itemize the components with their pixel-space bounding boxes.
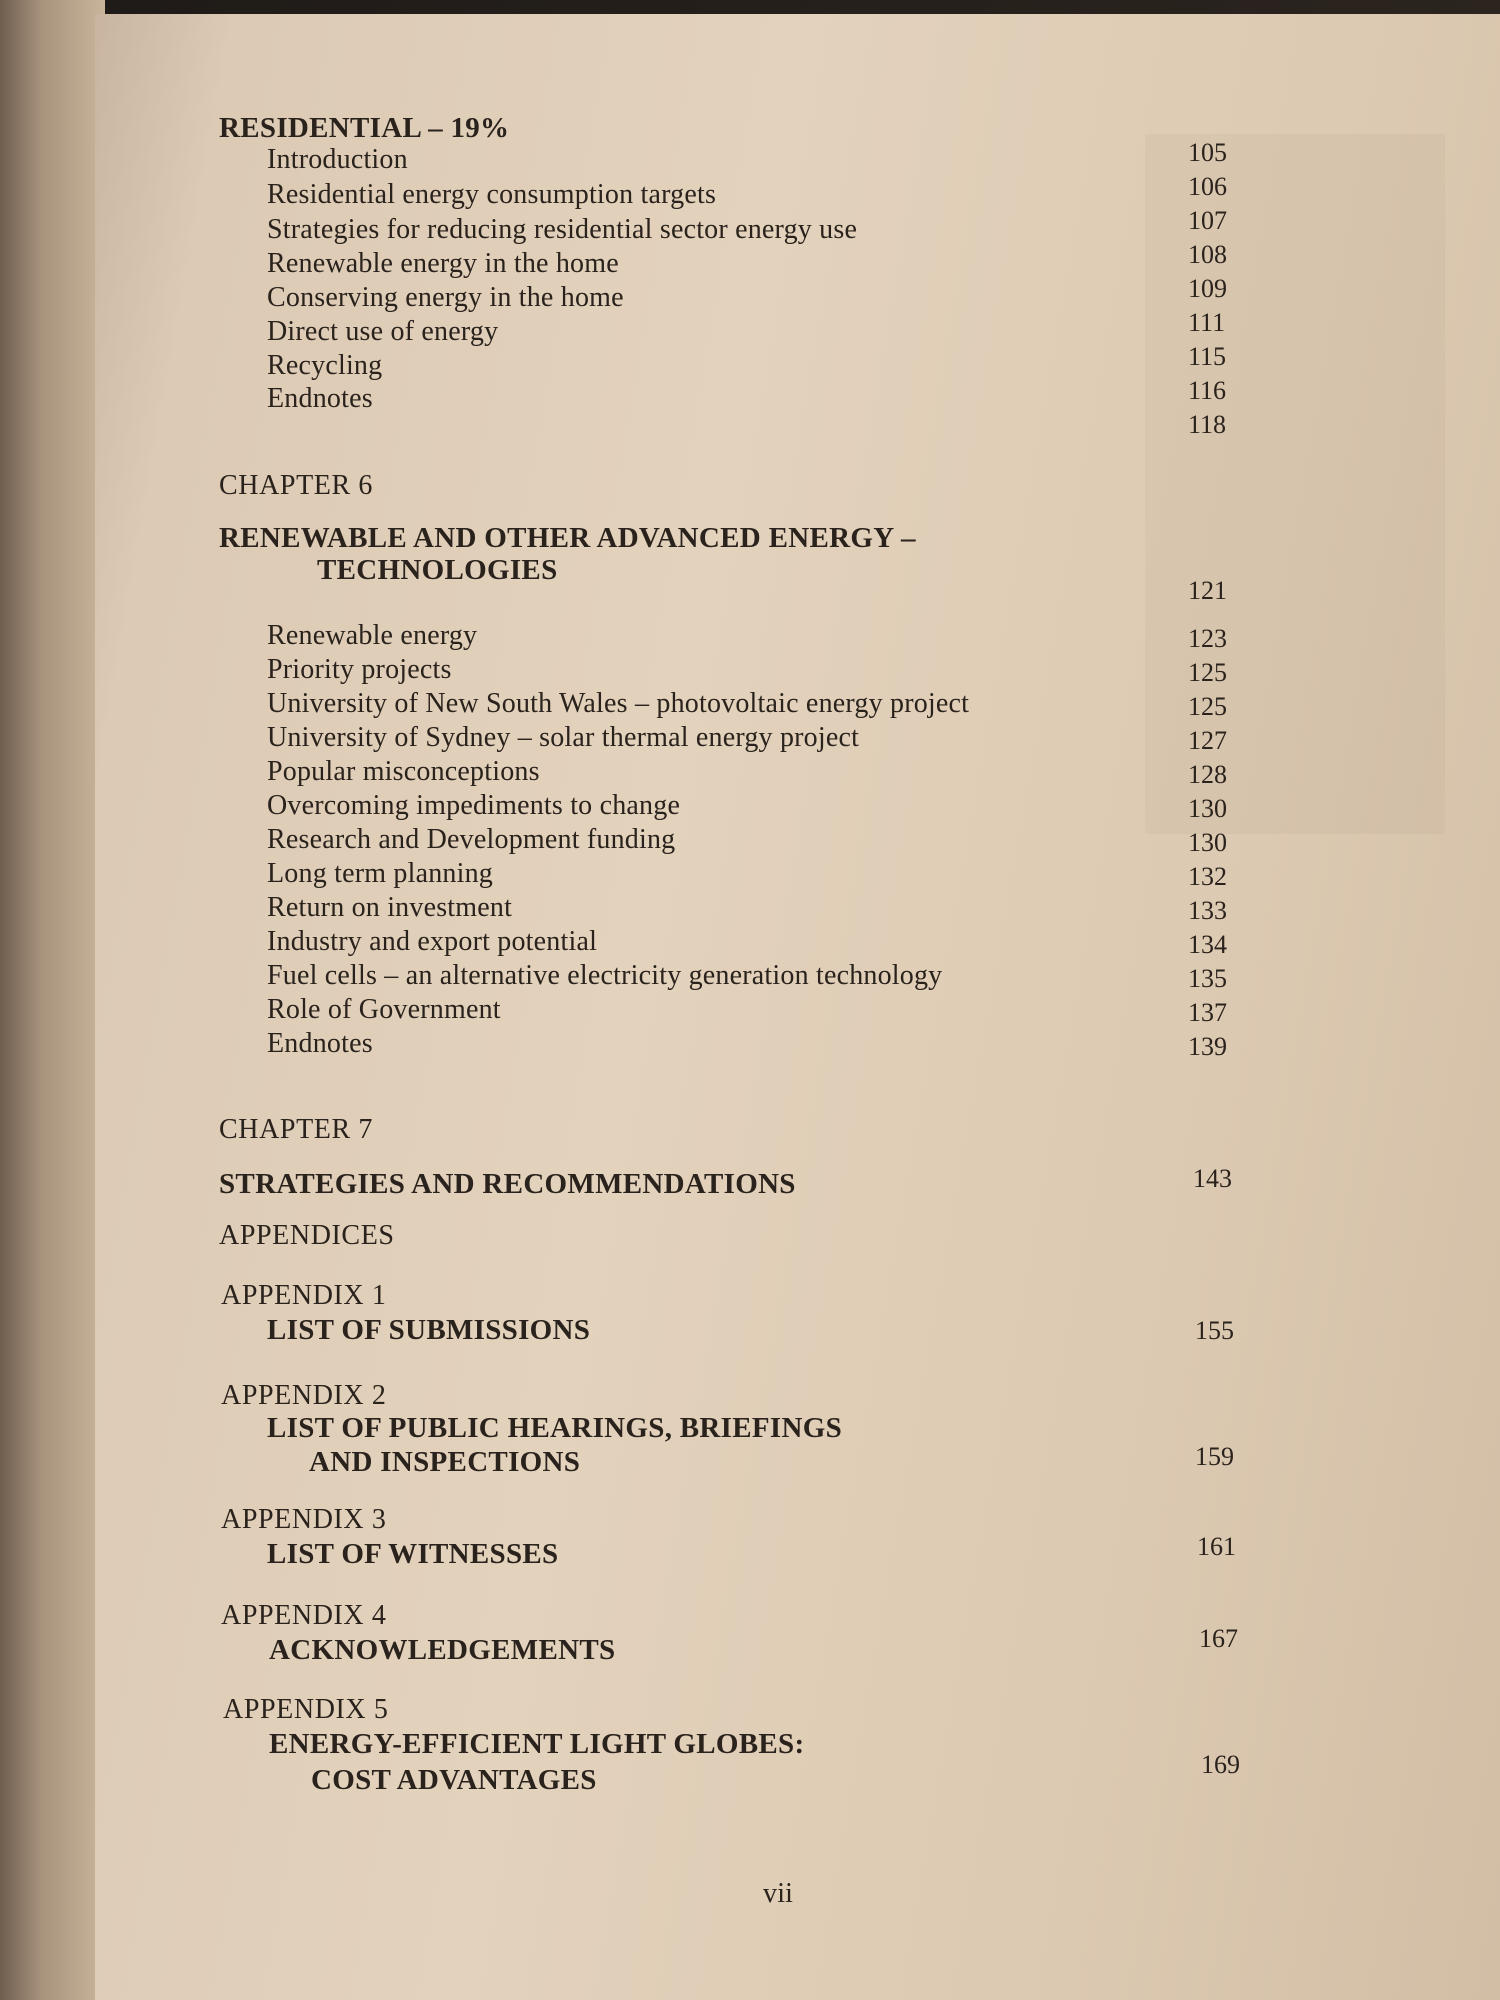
page-number: 161 [1197,1532,1236,1561]
page-number: 167 [1199,1624,1238,1653]
page-number: 132 [1188,862,1227,891]
toc-entry: Residential energy consumption targets [267,179,717,210]
toc-entry: Strategies for reducing residential sector energy use [267,214,858,245]
page-number: 137 [1188,998,1227,1027]
page-number: 133 [1188,896,1227,925]
appendix-title: LIST OF SUBMISSIONS [267,1314,591,1346]
toc-entry: Renewable energy in the home [267,248,619,279]
toc-entry: Industry and export potential [267,926,598,957]
page-number: 116 [1188,376,1227,405]
page-number: 107 [1188,206,1227,235]
toc-entry: Renewable energy [267,620,478,651]
page-number: 155 [1195,1316,1234,1345]
appendix-label: APPENDIX 5 [223,1694,389,1725]
book-spine-shadow [0,0,105,2000]
chapter-label: CHAPTER 7 [219,1114,373,1145]
page-number: 108 [1188,240,1227,269]
toc-entry: Recycling [267,350,383,381]
page-number: 159 [1195,1442,1234,1471]
page-number: 130 [1188,794,1227,823]
page-number: 143 [1193,1164,1232,1193]
page-number: 128 [1188,760,1227,789]
page-number: 123 [1188,624,1227,653]
appendix-title: LIST OF PUBLIC HEARINGS, BRIEFINGS [267,1412,843,1444]
toc-entry: Endnotes [267,1028,373,1059]
page-number: 109 [1188,274,1227,303]
toc-entry: Role of Government [267,994,501,1025]
appendix-title-continued: AND INSPECTIONS [309,1446,581,1478]
section-heading-residential: RESIDENTIAL – 19% [219,112,510,144]
toc-entry: University of New South Wales – photovoltaic energy project [267,688,970,719]
appendix-label: APPENDIX 2 [221,1380,387,1411]
toc-entry: Endnotes [267,383,373,414]
page-number: 115 [1188,342,1227,371]
toc-entry: Popular misconceptions [267,756,540,787]
toc-entry: Research and Development funding [267,824,676,855]
page-number: 125 [1188,692,1227,721]
appendix-title: LIST OF WITNESSES [267,1538,559,1570]
toc-entry: Introduction [267,144,408,175]
page-number: 130 [1188,828,1227,857]
page-number: 118 [1188,410,1227,439]
appendix-label: APPENDIX 4 [221,1600,387,1631]
page-number: 121 [1188,576,1227,605]
toc-entry: Long term planning [267,858,494,889]
page-number: 125 [1188,658,1227,687]
page-number: 105 [1188,138,1227,167]
appendices-label: APPENDICES [219,1220,395,1251]
toc-page [95,14,1500,2000]
appendix-title: ACKNOWLEDGEMENTS [269,1634,616,1666]
chapter-title-continued: TECHNOLOGIES [317,554,558,586]
page-number: 127 [1188,726,1227,755]
toc-entry: University of Sydney – solar thermal energy project [267,722,860,753]
page-number: 135 [1188,964,1227,993]
chapter-title: STRATEGIES AND RECOMMENDATIONS [219,1168,796,1200]
toc-entry: Direct use of energy [267,316,499,347]
page-number: 111 [1188,308,1226,337]
appendix-title-continued: COST ADVANTAGES [311,1764,597,1796]
toc-entry: Conserving energy in the home [267,282,624,313]
appendix-label: APPENDIX 1 [221,1280,387,1311]
footer-page-number: vii [763,1878,794,1909]
toc-entry: Return on investment [267,892,513,923]
page-number: 106 [1188,172,1227,201]
toc-entry: Overcoming impediments to change [267,790,681,821]
chapter-title: RENEWABLE AND OTHER ADVANCED ENERGY – [219,522,916,554]
chapter-label: CHAPTER 6 [219,470,373,501]
toc-entry: Priority projects [267,654,452,685]
appendix-title: ENERGY-EFFICIENT LIGHT GLOBES: [269,1728,805,1760]
page-number: 139 [1188,1032,1227,1061]
toc-entry: Fuel cells – an alternative electricity generation technology [267,960,943,991]
page-number: 134 [1188,930,1227,959]
appendix-label: APPENDIX 3 [221,1504,387,1535]
page-number: 169 [1201,1750,1240,1779]
